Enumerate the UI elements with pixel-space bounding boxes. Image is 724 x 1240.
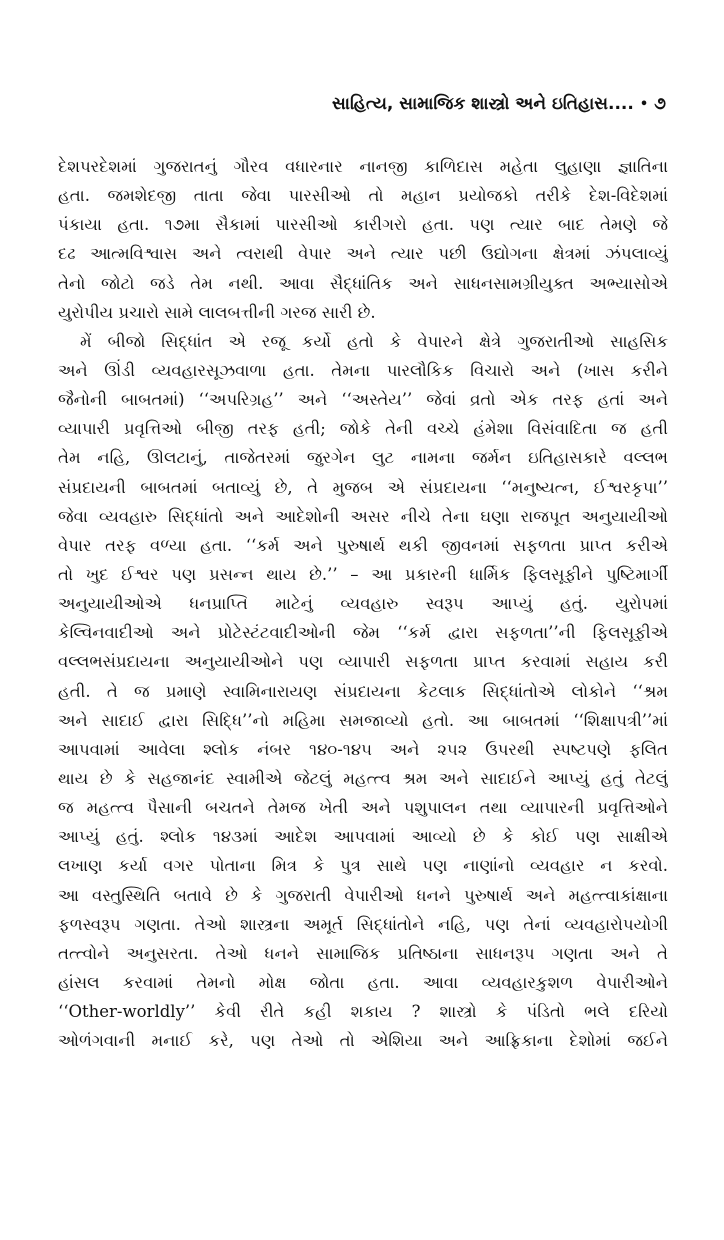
text-line: જેવા વ્યવહારુ સિદ્ધાંતો અને આદેશોની અસર નીચે તેના ઘણા રાજપૂત અનુયાયીઓ	[58, 506, 668, 526]
running-header	[332, 93, 666, 115]
text-line: તેનો જોટો જડે તેમ નથી. આવા સૈદ્ધાંતિક અને સાધનસામગ્રીયુક્ત અભ્યાસોએ	[58, 273, 668, 293]
paragraph-start-line: મેં બીજો સિદ્ધાંત એ રજૂ કર્યો હતો કે વેપારને ક્ષેત્રે ગુજરાતીઓ સાહસિક	[80, 331, 668, 351]
text-line: વલ્લભસંપ્રદાયના અનુયાયીઓને પણ વ્યાપારી સફળતા પ્રાપ્ત કરવામાં સહાય કરી	[58, 652, 668, 672]
text-line: વ્યાપારી પ્રવૃત્તિઓ બીજી તરફ હતી; જોકે તેની વચ્ચે હંમેશા વિસંવાદિતા જ હતી	[58, 419, 668, 439]
text-line: યુરોપીય પ્રચારો સામે લાલબત્તીની ગરજ સારી છે.	[58, 302, 376, 322]
text-line: કેલ્વિનવાદીઓ અને પ્રોટેસ્ટંટવાદીઓની જેમ ‘‘કર્મ દ્વારા સફળતા’’ની ફિલસૂફીએ	[58, 623, 668, 643]
text-line: દેશપરદેશમાં ગુજરાતનું ગૌરવ વધારનાર નાનજી કાળિદાસ મહેતા લુહાણા જ્ઞાતિના	[58, 157, 668, 176]
text-line: સંપ્રદાયની બાબતમાં બતાવ્યું છે, તે મુજબ એ સંપ્રદાયના ‘‘મનુષ્યત્ન, ઈશ્વરકૃપા’’	[58, 477, 668, 497]
text-line: ઓળંગવાની મનાઈ કરે, પણ તેઓ તો એશિયા અને આફ્રિકાના દેશોમાં જઈને	[58, 1031, 668, 1051]
header-title: સાહિત્ય, સામાજિક શાસ્ત્રો અને ઇતિહાસ....	[332, 94, 634, 114]
text-line: તત્ત્વોને અનુસરતા. તેઓ ધનને સામાજિક પ્રતિષ્ઠાના સાધનરૂપ ગણતા અને તે	[58, 943, 668, 963]
text-line: હતી. તે જ પ્રમાણે સ્વામિનારાયણ સંપ્રદાયના કેટલાક સિદ્ધાંતોએ લોકોને ‘‘શ્રમ	[58, 681, 668, 701]
body-text	[58, 152, 668, 1055]
text-line: પંકાયા હતા. ૧૭મા સૈકામાં પારસીઓ કારીગરો હતા. પણ ત્યાર બાદ તેમણે જે	[58, 215, 668, 235]
text-line: આપવામાં આવેલા શ્લોક નંબર ૧૪૦-૧૪૫ અને ૨૫૨ ઉપરથી સ્પષ્ટપણે ફલિત	[58, 739, 668, 759]
text-line: ‘‘Other-worldly’’ કેવી રીતે કહી શકાય ? શાસ્ત્રો કે પંડિતો ભલે દરિયો	[58, 1002, 668, 1022]
text-line: અને ઊંડી વ્યવહારસૂઝવાળા હતા. તેમના પારલૌકિક વિચારો અને (ખાસ કરીને	[58, 360, 668, 380]
text-line: વેપાર તરફ વળ્યા હતા. ‘‘કર્મ અને પુરુષાર્થ થકી જીવનમાં સફળતા પ્રાપ્ત કરીએ	[58, 535, 668, 555]
text-line: ફળસ્વરૂપ ગણતા. તેઓ શાસ્ત્રના અમૂર્ત સિદ્ધાંતોને નહિ, પણ તેનાં વ્યવહારોપયોગી	[58, 914, 668, 934]
text-line: લખાણ કર્યા વગર પોતાના મિત્ર કે પુત્ર સાથે પણ નાણાંનો વ્યવહાર ન કરવો.	[58, 856, 668, 876]
text-line: હાંસલ કરવામાં તેમનો મોક્ષ જોતા હતા. આવા વ્યવહારકુશળ વેપારીઓને	[58, 972, 668, 992]
text-line: તેમ નહિ, ઊલટાનું, તાજેતરમાં જુરગેન લુટ નામના જર્મન ઇતિહાસકારે વલ્લભ	[58, 448, 668, 468]
text-line: જૈનોની બાબતમાં) ‘‘અપરિગ્રહ’’ અને ‘‘અસ્તેય’’ જેવાં વ્રતો એક તરફ હતાં અને	[58, 390, 668, 410]
text-line: થાય છે કે સહજાનંદ સ્વામીએ જેટલું મહત્ત્વ શ્રમ અને સાદાઈને આપ્યું હતું તેટલું	[58, 768, 668, 788]
text-line: તો ખુદ ઈશ્વર પણ પ્રસન્ન થાય છે.’’ – આ પ્રકારની ધાર્મિક ફિલસૂફીને પુષ્ટિમાર્ગી	[58, 564, 668, 584]
page-number: ૭	[654, 94, 666, 114]
text-line: આપ્યું હતું. શ્લોક ૧૪૩માં આદેશ આપવામાં આવ્યો છે કે કોઈ પણ સાક્ષીએ	[58, 827, 668, 847]
header-bullet: •	[639, 96, 649, 112]
text-line: હતા. જમશેદજી તાતા જેવા પારસીઓ તો મહાન પ્રયોજકો તરીકે દેશ-વિદેશમાં	[58, 186, 668, 206]
text-line: દઢ આત્મવિશ્વાસ અને ત્વરાથી વેપાર અને ત્યાર પછી ઉદ્યોગના ક્ષેત્રમાં ઝંપલાવ્યું	[58, 244, 668, 264]
text-line: જ મહત્ત્વ પૈસાની બચતને તેમજ ખેતી અને પશુપાલન તથા વ્યાપારની પ્રવૃત્તિઓને	[58, 798, 668, 818]
text-line: આ વસ્તુસ્થિતિ બતાવે છે કે ગુજરાતી વેપારીઓ ધનને પુરુષાર્થ અને મહત્ત્વાકાંક્ષાના	[58, 885, 668, 905]
text-line: અનુયાયીઓએ ધનપ્રાપ્તિ માટેનું વ્યવહારુ સ્વરૂપ આપ્યું હતું. યુરોપમાં	[58, 594, 668, 614]
text-line: અને સાદાઈ દ્વારા સિદ્ધિ’’નો મહિમા સમજાવ્યો હતો. આ બાબતમાં ‘‘શિક્ષાપત્રી’’માં	[58, 710, 668, 730]
